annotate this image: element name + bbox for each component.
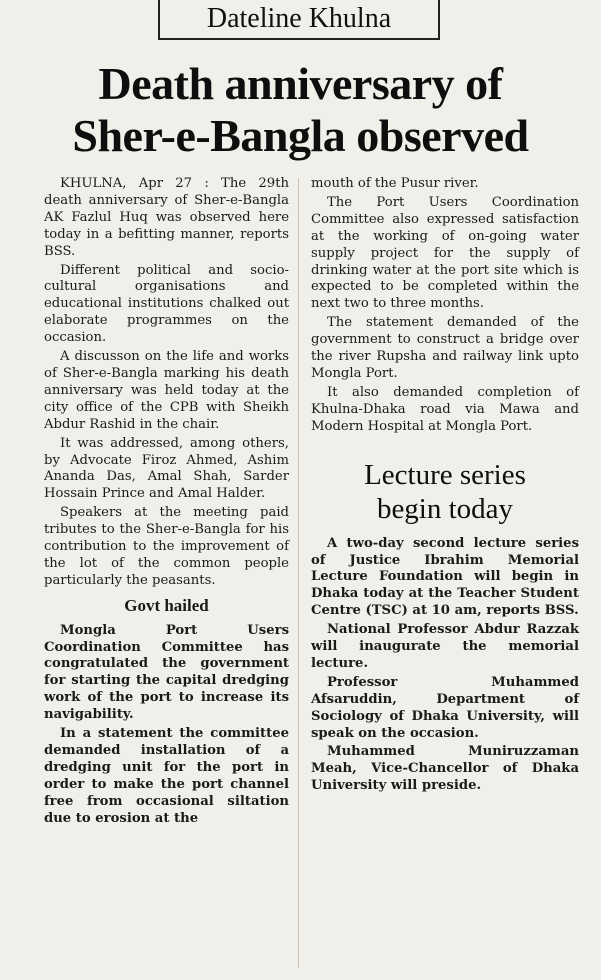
article-column-left — [44, 176, 289, 830]
paragraph: A two-day second lecture series of Justice Ibrahim Memorial Lecture Foundation will begin in Dhaka today at the Teacher Student Centre (TSC) at 10 am, reports BSS. — [311, 535, 579, 619]
paragraph: The statement demanded of the government to construct a bridge over the river Rupsha and railway link upto Mongla Port. — [311, 315, 579, 381]
paragraph: Different political and socio-cultural organisations and educational institutions chalked out elaborate programmes on the occasion. — [44, 262, 289, 346]
paragraph: It was addressed, among others, by Advocate Firoz Ahmed, Ashim Ananda Das, Amal Shah, Sarder Hossain Prince and Amal Halder. — [44, 435, 289, 502]
section-kicker — [158, 0, 440, 40]
subheading-govt-hailed: Govt hailed — [124, 595, 209, 615]
lecture-series-section — [311, 536, 579, 796]
main-headline-line-1: Death anniversary of — [98, 58, 503, 109]
paragraph: The Port Users Coordination Committee also expressed satisfaction at the working of on-going water supply project for the supply of drinking water at the port site which is expected to be completed within the next two to three months. — [311, 194, 579, 312]
govt-hailed-section — [44, 623, 289, 828]
paragraph: A discusson on the life and works of Sher-e-Bangla marking his death anniversary was held today at the city office of the CPB with Sheikh Abdur Rashid in the chair. — [44, 349, 289, 432]
main-headline — [0, 58, 601, 162]
paragraph: Professor Muhammed Afsaruddin, Department of Sociology of Dhaka University, will speak on the occasion. — [311, 674, 579, 741]
paragraph: It also demanded completion of Khulna-Dhaka road via Mawa and Modern Hospital at Mongla Port. — [311, 384, 579, 434]
article-column-right — [311, 176, 579, 797]
paragraph: KHULNA, Apr 27 : The 29th death anniversary of Sher-e-Bangla AK Fazlul Huq was observed here today in a befitting manner, reports BSS. — [44, 176, 289, 259]
subheading-lecture-series — [311, 458, 579, 526]
column-divider — [298, 178, 299, 968]
subheading-line-2: begin today — [376, 492, 514, 525]
paragraph: National Professor Abdur Razzak will inaugurate the memorial lecture. — [311, 622, 579, 671]
subheading-line-1: Lecture series — [364, 458, 526, 491]
paragraph: Speakers at the meeting paid tributes to the Sher-e-Bangla for his contribution to the improvement of the lot of the common people particularly the peasants. — [44, 505, 289, 588]
paragraph: Mongla Port Users Coordination Committee has congratulated the government for starting the capital dredging work of the port to increase its navigability. — [44, 622, 289, 723]
section-kicker-text: Dateline Khulna — [206, 3, 392, 34]
main-headline-line-2: Sher-e-Bangla observed — [72, 110, 529, 161]
paragraph: Muhammed Muniruzzaman Meah, Vice-Chancellor of Dhaka University will preside. — [311, 744, 579, 794]
paragraph: mouth of the Pusur river. — [311, 176, 479, 191]
paragraph: In a statement the committee demanded installation of a dredging unit for the port in order to make the port channel free from occasional siltation due to erosion at the — [44, 726, 289, 826]
